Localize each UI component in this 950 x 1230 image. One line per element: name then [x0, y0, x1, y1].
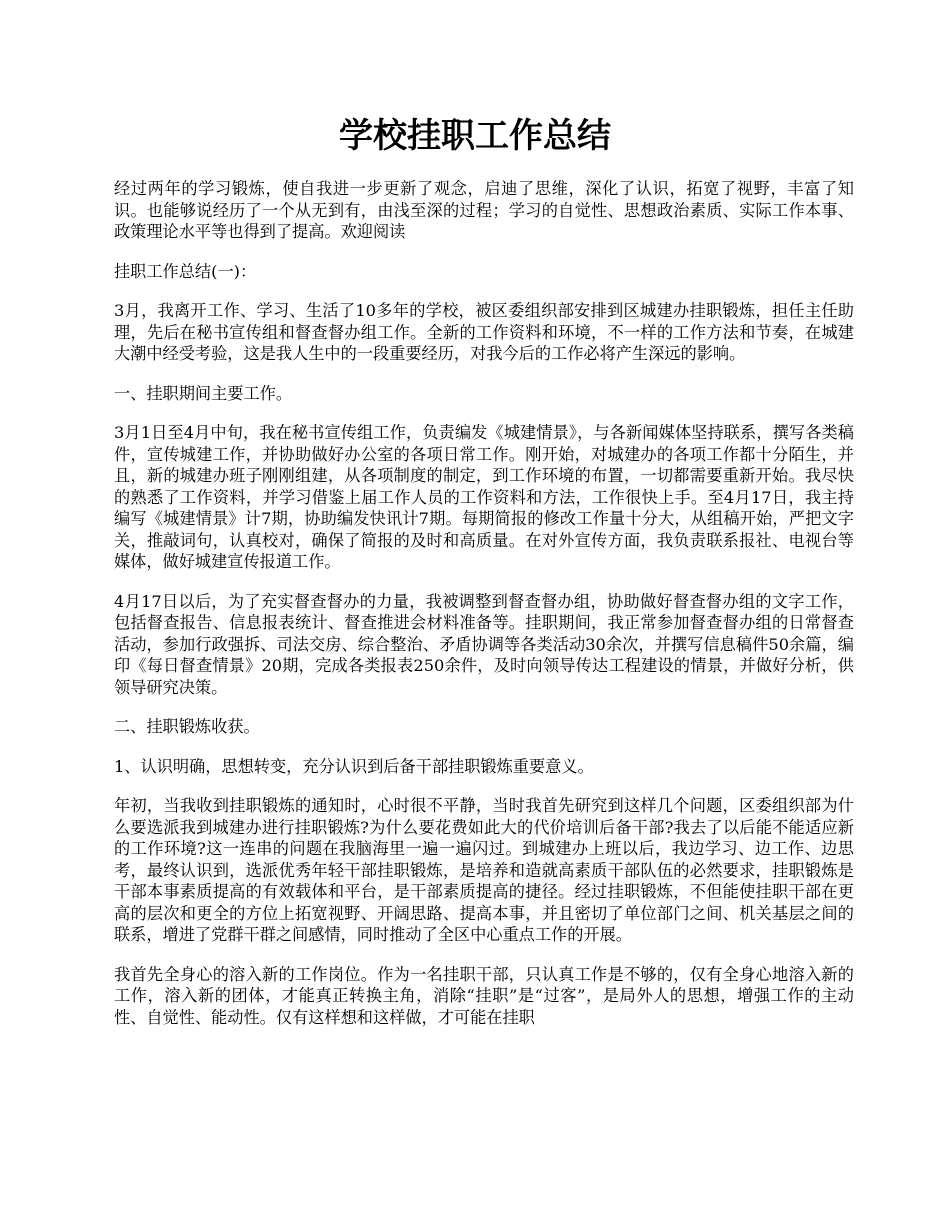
paragraph-secretary-work: 3月1日至4月中旬，我在秘书宣传组工作，负责编发《城建情景》，与各新闻媒体坚持联系，撰写各类稿件，宣传城建工作，并协助做好办公室的各项日常工作。刚开始，对城建办的各项工作都十分陌生，并且，新的城建办班子刚刚组建，从各项制度的制定，到工作环境的布置，一切都需要重新开始。我尽快的熟悉了工作资料，并学习借鉴上届工作人员的工作资料和方法，工作很快上手。至4月17日，我主持编写《城建情景》计7期，协助编发快讯计7期。每期简报的修改工作量十分大，从组稿开始，严把文字关，推敲词句，认真校对，确保了简报的及时和高质量。在对外宣传方面，我负责联系报社、电视台等媒体，做好城建宣传报道工作。 [114, 423, 854, 571]
paragraph-integration: 我首先全身心的溶入新的工作岗位。作为一名挂职干部，只认真工作是不够的，仅有全身心地溶入新的工作，溶入新的团体，才能真正转换主角，消除“挂职”是“过客”，是局外人的思想，增强工作的主动性、自觉性、能动性。仅有这样想和这样做，才可能在挂职 [114, 964, 854, 1027]
subheading-awareness: 1、认识明确，思想转变，充分认识到后备干部挂职锻炼重要意义。 [114, 756, 594, 776]
paragraph-supervision-work: 4月17日以后，为了充实督查督办的力量，我被调整到督查督办组，协助做好督查督办组的文字工作，包括督查报告、信息报表统计、督查推进会材料准备等。挂职期间，我正常参加督查督办组的日常督查活动，参加行政强拆、司法交房、综合整治、矛盾协调等各类活动30余次，并撰写信息稿件50余篇，编印《每日督查情景》20期，完成各类报表250余件，及时向领导传达工程建设的情景，并做好分析，供领导研究决策。 [114, 591, 854, 697]
paragraph-section-label: 挂职工作总结(一)： [114, 261, 257, 281]
page-title: 学校挂职工作总结 [339, 116, 611, 156]
paragraph-intro: 经过两年的学习锻炼，使自我进一步更新了观念，启迪了思维，深化了认识，拓宽了视野，丰富了知识。也能够说经历了一个从无到有，由浅至深的过程；学习的自觉性、思想政治素质、实际工作本事、政策理论水平等也得到了提高。欢迎阅读 [114, 179, 854, 241]
heading-main-work: 一、挂职期间主要工作。 [114, 383, 293, 403]
document-body [114, 178, 854, 1046]
heading-gains: 二、挂职锻炼收获。 [114, 717, 260, 736]
paragraph-reflection: 年初，当我收到挂职锻炼的通知时，心时很不平静，当时我首先研究到这样几个问题，区委组织部为什么要选派我到城建办进行挂职锻炼?为什么要花费如此大的代价培训后备干部?我去了以后能不能适应新的工作环境?这一连串的问题在我脑海里一遍一遍闪过。到城建办上班以后，我边学习、边工作、边思考，最终认识到，选派优秀年轻干部挂职锻炼，是培养和造就高素质干部队伍的必然要求，挂职锻炼是干部本事素质提高的有效载体和平台，是干部素质提高的捷径。经过挂职锻炼，不但能使挂职干部在更高的层次和更全的方位上拓宽视野、开阔思路、提高本事，并且密切了单位部门之间、机关基层之间的联系，增进了党群干群之间感情，同时推动了全区中心重点工作的开展。 [114, 796, 854, 944]
paragraph-background: 3月，我离开工作、学习、生活了10多年的学校，被区委组织部安排到区城建办挂职锻炼，担任主任助理，先后在秘书宣传组和督查督办组工作。全新的工作资料和环境，不一样的工作方法和节奏，在城建大潮中经受考验，这是我人生中的一段重要经历，对我今后的工作必将产生深远的影响。 [114, 301, 854, 363]
